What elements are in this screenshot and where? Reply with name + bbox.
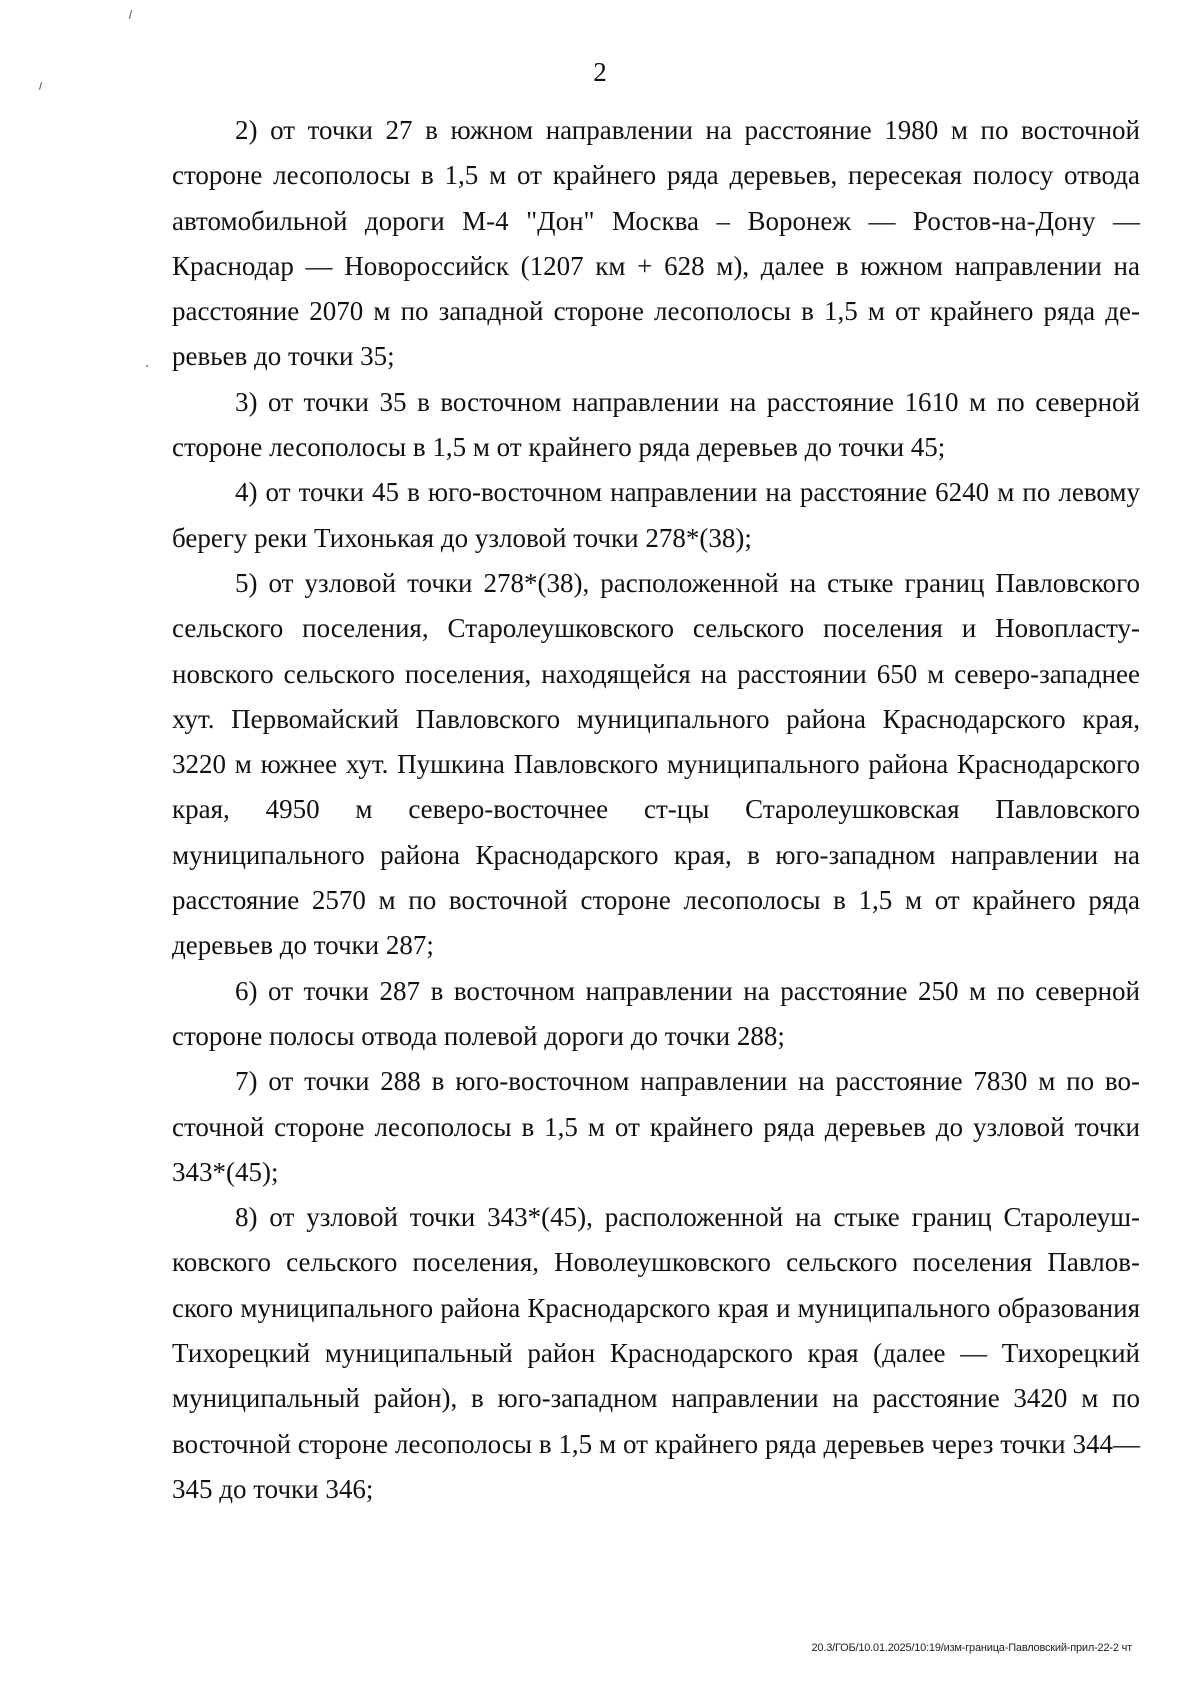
paragraph-item-4: 4) от точки 45 в юго-восточном направлении на расстояние 6240 м по левому берегу реки Тихонькая до узловой точки 278*(38); [172,477,1140,553]
paragraph-item-8: 8) от узловой точки 343*(45), расположенной на стыке границ Старолеушковского сельского поселения, Новолеушковского сельского поселения Павловского муниципального района Краснодарского края и муниципального образования Тихорецкий муниципальный район Краснодарского края (далее — Тихорецкий муниципальный район), в юго-западном направлении на расстояние 3420 м по восточной стороне лесополосы в 1,5 м от крайнего ряда деревьев через точки 344—345 до точки 346; [172,1202,1140,1504]
document-footer-code: 20.3/ГОБ/10.01.2025/10:19/изм-граница-Павловский-прил-22-2 чт [811,1642,1132,1654]
paragraph-item-6: 6) от точки 287 в восточном направлении на расстояние 250 м по северной стороне полосы отвода полевой дороги до точки 288; [172,975,1140,1051]
document-body [172,108,1140,1512]
paragraph-item-7: 7) от точки 288 в юго-восточном направлении на расстояние 7830 м по восточной стороне лесополосы в 1,5 м от крайнего ряда деревьев до узловой точки 343*(45); [172,1066,1140,1187]
scan-artifact-mark [129,10,132,19]
page-number: 2 [593,57,607,87]
paragraph-item-2: 2) от точки 27 в южном направлении на расстояние 1980 м по восточной стороне лесополосы в 1,5 м от крайнего ряда деревьев, пересекая полосу отвода автомобильной дороги М-4 "Дон" Москва – Воронеж — Ростов-на-Дону — Краснодар — Новороссийск (1207 км + 628 м), далее в южном направлении на расстояние 2070 м по западной стороне лесополосы в 1,5 м от крайнего ряда деревьев до точки 35; [172,115,1140,372]
paragraph-item-3: 3) от точки 35 в восточном направлении на расстояние 1610 м по северной стороне лесополосы в 1,5 м от крайнего ряда деревьев до точки 45; [172,386,1140,463]
paragraph-item-5: 5) от узловой точки 278*(38), расположенной на стыке границ Павловского сельского поселения, Старолеушковского сельского поселения и Новопластуновского сельского поселения, находящейся на расстоянии 650 м северо-западнее хут. Первомайский Павловского муниципального района Краснодарского края, 3220 м южнее хут. Пушкина Павловского муниципального района Краснодарского края, 4950 м северо-восточнее ст-цы Старолеушковская Павловского муниципального района Краснодарского края, в юго-западном направлении на расстояние 2570 м по восточной стороне лесополосы в 1,5 м от крайнего ряда деревьев до точки 287; [172,567,1140,961]
scan-artifact-dot [146,365,148,367]
